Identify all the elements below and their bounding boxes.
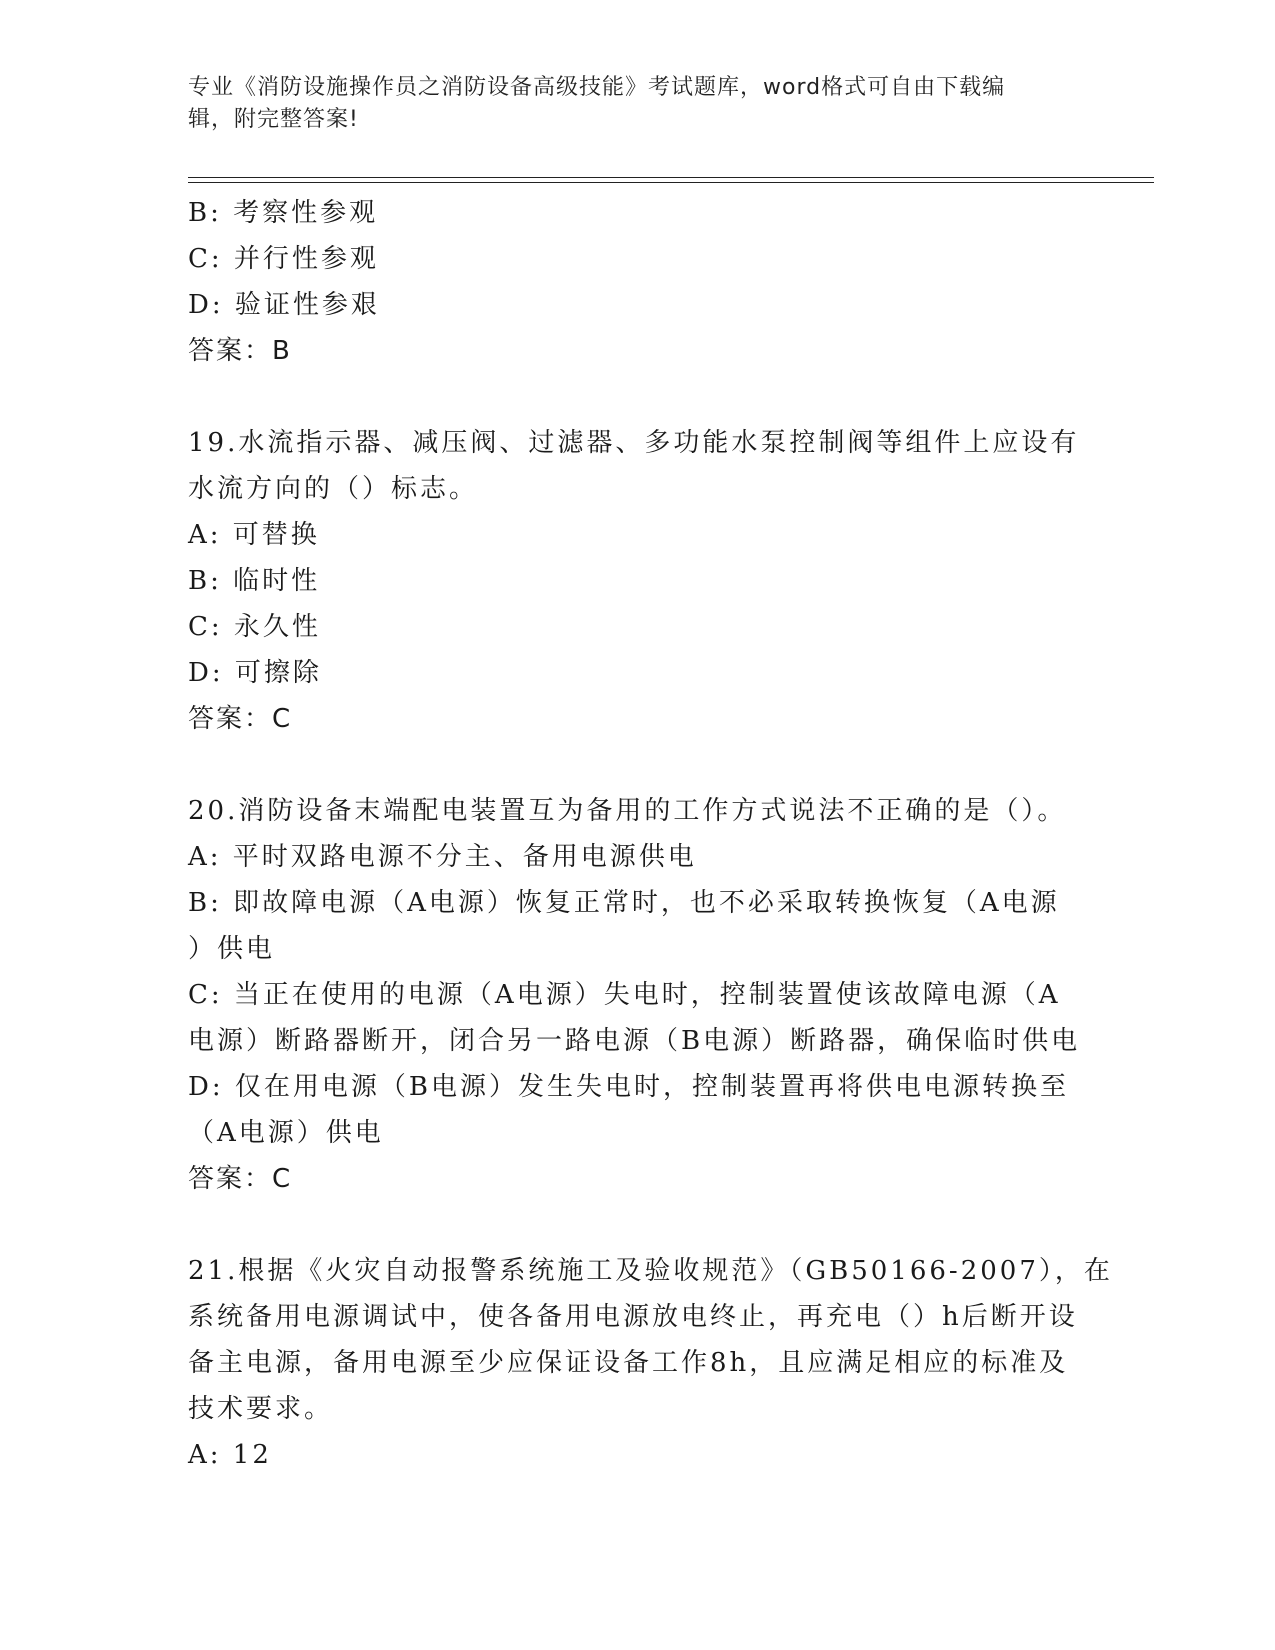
option-c: C: 永久性 [188,612,321,642]
spacer [188,1202,1088,1248]
question-21 [188,1248,1113,1478]
question-text-line: 备主电源，备用电源至少应保证设备工作8h，且应满足相应的标准及 [188,1348,1069,1378]
header-line-2: 辑，附完整答案! [188,107,359,132]
option-b: B: 考察性参观 [188,198,379,228]
header-line-1: 专业《消防设施操作员之消防设备高级技能》考试题库，word格式可自由下载编 [188,75,1006,100]
document-header [188,72,1068,136]
option-c: C: 并行性参观 [188,244,379,274]
document-body [188,190,1113,1478]
question-20 [188,788,1088,1202]
question-text-line: 19.水流指示器、减压阀、过滤器、多功能水泵控制阀等组件上应设有 [188,428,1080,458]
answer-label: 答案：C [188,704,293,734]
option-a: A: 可替换 [188,520,320,550]
option-d-continued: （A电源）供电 [188,1118,384,1148]
header-divider-bottom [188,182,1154,183]
option-a: A: 12 [188,1440,272,1470]
option-b-continued: ）供电 [188,934,276,964]
option-d: D: 仅在用电源（B电源）发生失电时，控制装置再将供电电源转换至 [188,1072,1069,1102]
option-c: C: 当正在使用的电源（A电源）失电时，控制装置使该故障电源（A [188,980,1061,1010]
spacer [188,374,1088,420]
option-b: B: 临时性 [188,566,321,596]
question-text-line: 系统备用电源调试中，使各备用电源放电终止，再充电（）h后断开设 [188,1302,1078,1332]
option-b: B: 即故障电源（A电源）恢复正常时，也不必采取转换恢复（A电源 [188,888,1060,918]
option-d: D: 验证性参艰 [188,290,380,320]
spacer [188,742,1088,788]
option-c-continued: 电源）断路器断开，闭合另一路电源（B电源）断路器，确保临时供电 [188,1026,1081,1056]
question-text-line: 技术要求。 [188,1394,334,1424]
question-19 [188,420,1088,742]
answer-label: 答案：C [188,1164,293,1194]
header-divider-top [188,177,1154,178]
question-text-line: 20.消防设备末端配电装置互为备用的工作方式说法不正确的是（）。 [188,796,1067,826]
answer-label: 答案：B [188,336,292,366]
option-d: D: 可擦除 [188,658,322,688]
question-18 [188,190,1088,374]
question-text-line: 21.根据《火灾自动报警系统施工及验收规范》（GB50166-2007），在 [188,1256,1113,1286]
question-text-line: 水流方向的（）标志。 [188,474,479,504]
option-a: A: 平时双路电源不分主、备用电源供电 [188,842,697,872]
